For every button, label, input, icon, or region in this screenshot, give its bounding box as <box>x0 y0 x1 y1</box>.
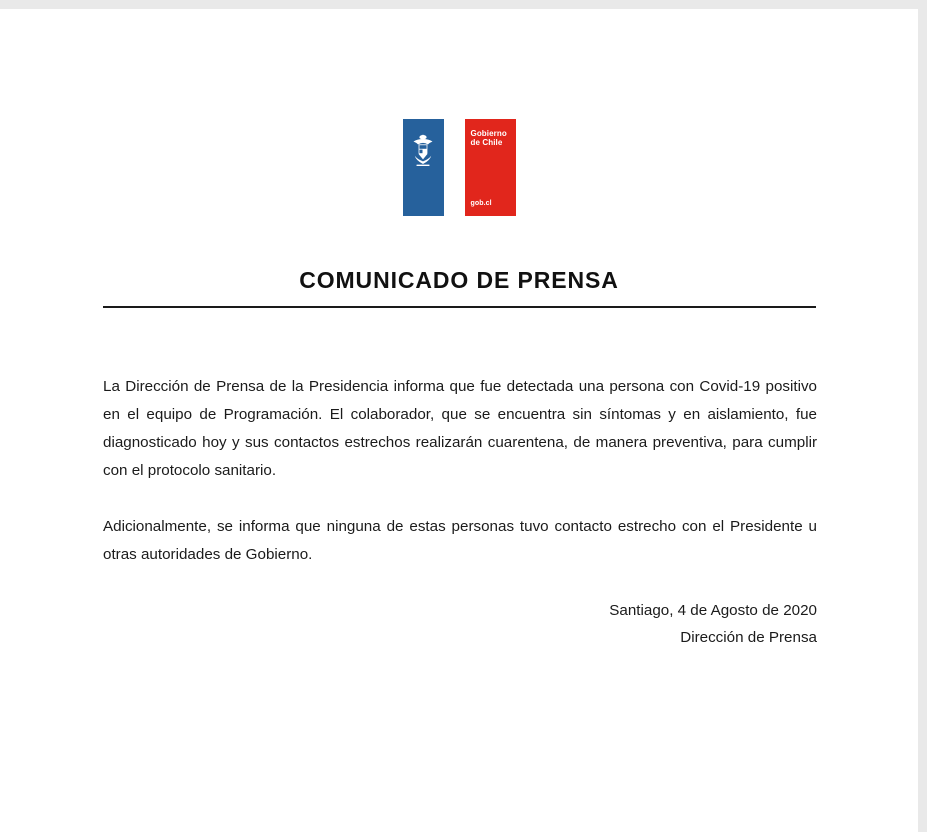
logo-blue-panel <box>403 119 444 216</box>
page-right-margin-strip <box>918 0 927 832</box>
signature-place-date: Santiago, 4 de Agosto de 2020 <box>609 602 817 619</box>
document-body <box>0 9 918 832</box>
logo-government-line1: Gobierno <box>470 129 507 138</box>
logo-government-line2: de Chile <box>470 138 503 147</box>
paragraph-2: Adicionalmente, se informa que ninguna de estas personas tuvo contacto estrecho con el Presidente u otras autoridades de Gobierno. <box>103 518 817 564</box>
logo-red-panel <box>465 119 516 216</box>
government-logo <box>0 119 918 216</box>
chile-coat-of-arms-icon <box>408 133 438 167</box>
page-top-margin-strip <box>0 0 927 9</box>
signature-block <box>103 597 817 651</box>
logo-group <box>403 119 516 216</box>
logo-url-label: gob.cl <box>470 200 492 207</box>
paragraph-1: La Dirección de Prensa de la Presidencia informa que fue detectada una persona con Covid-19 positivo en el equipo de Programación. El colaborador, que se encuentra sin síntomas y en aislamiento, fue diagnosticado hoy y sus contactos estrechos realizarán cuarentena, de manera preventiva, para cumplir con el protocolo sanitario. <box>103 378 817 480</box>
title-underline-rule <box>103 306 816 308</box>
page-title: COMUNICADO DE PRENSA <box>299 267 619 293</box>
signature-office: Dirección de Prensa <box>680 629 817 646</box>
